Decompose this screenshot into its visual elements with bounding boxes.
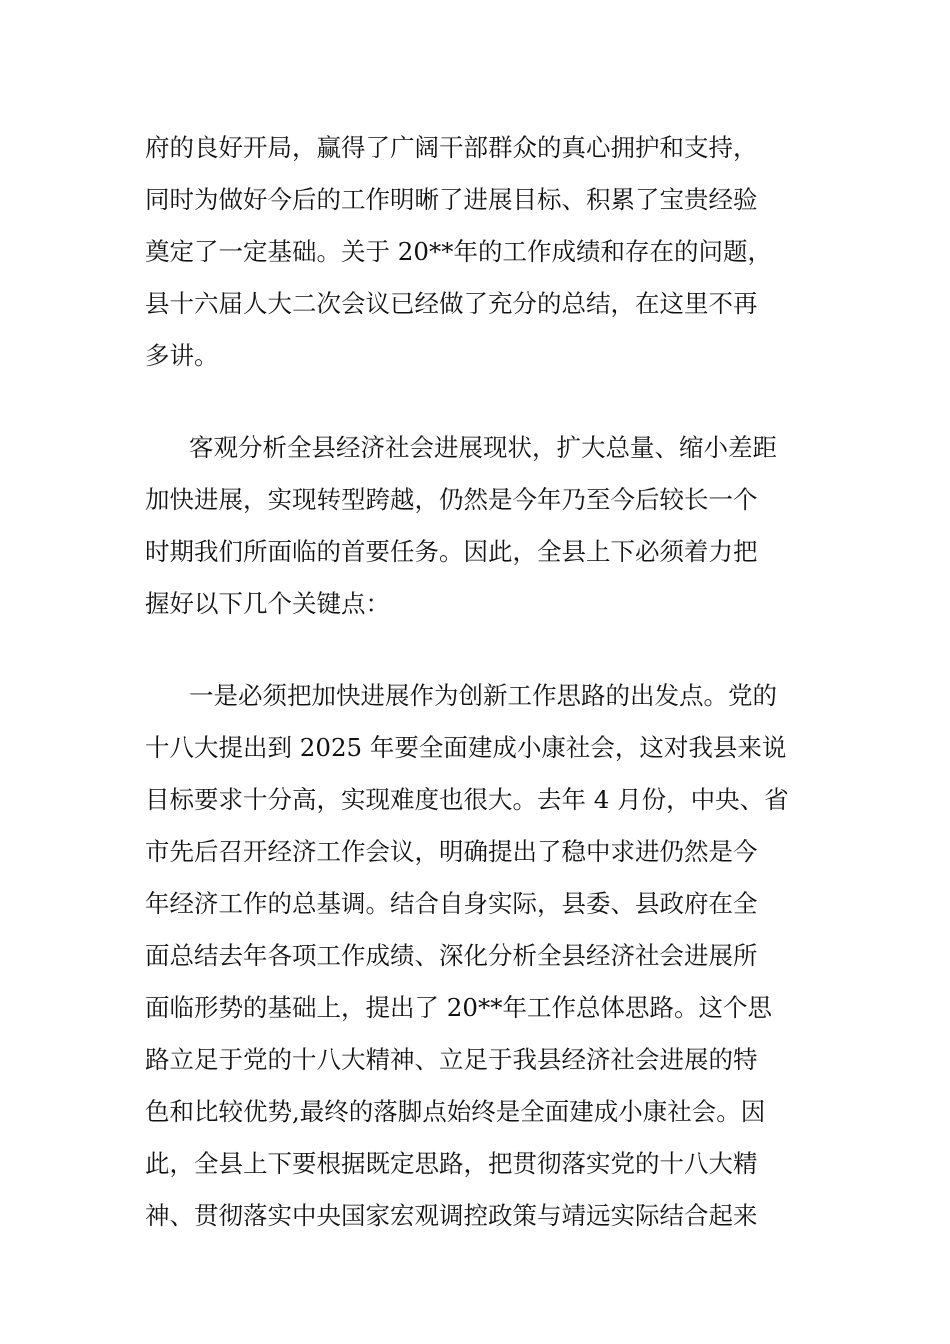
paragraph-line: 加快进展，实现转型跨越，仍然是今年乃至今后较长一个	[145, 485, 758, 514]
paragraph-line: 客观分析全县经济社会进展现状，扩大总量、缩小差距	[189, 433, 777, 462]
paragraph-line: 多讲。	[145, 341, 219, 370]
paragraph-line: 面临形势的基础上，提出了 20**年工作总体思路。这个思	[145, 993, 772, 1022]
paragraph-line: 奠定了一定基础。关于 20**年的工作成绩和存在的问题，	[145, 237, 772, 266]
paragraph-line: 年经济工作的总基调。结合自身实际，县委、县政府在全	[145, 889, 758, 918]
paragraph-line: 同时为做好今后的工作明晰了进展目标、积累了宝贵经验	[145, 185, 758, 214]
paragraph-3	[145, 670, 789, 1242]
paragraph-line: 面总结去年各项工作成绩、深化分析全县经济社会进展所	[145, 941, 758, 970]
paragraph-1	[145, 122, 772, 382]
paragraph-2	[145, 422, 777, 630]
paragraph-line: 色和比较优势,最终的落脚点始终是全面建成小康社会。因	[145, 1097, 766, 1126]
paragraph-line: 市先后召开经济工作会议，明确提出了稳中求进仍然是今	[145, 837, 758, 866]
paragraph-line: 路立足于党的十八大精神、立足于我县经济社会进展的特	[145, 1045, 758, 1074]
paragraph-line: 此，全县上下要根据既定思路，把贯彻落实党的十八大精	[145, 1149, 758, 1178]
paragraph-line: 县十六届人大二次会议已经做了充分的总结，在这里不再	[145, 289, 758, 318]
paragraph-line: 目标要求十分高，实现难度也很大。去年 4 月份，中央、省	[145, 785, 789, 814]
paragraph-line: 一是必须把加快进展作为创新工作思路的出发点。党的	[189, 681, 777, 710]
paragraph-line: 时期我们所面临的首要任务。因此，全县上下必须着力把	[145, 537, 758, 566]
paragraph-line: 十八大提出到 2025 年要全面建成小康社会，这对我县来说	[145, 733, 787, 762]
paragraph-line: 握好以下几个关键点：	[145, 589, 390, 618]
paragraph-line: 府的良好开局，赢得了广阔干部群众的真心拥护和支持，	[145, 133, 758, 162]
paragraph-line: 神、贯彻落实中央国家宏观调控政策与靖远实际结合起来	[145, 1201, 758, 1230]
